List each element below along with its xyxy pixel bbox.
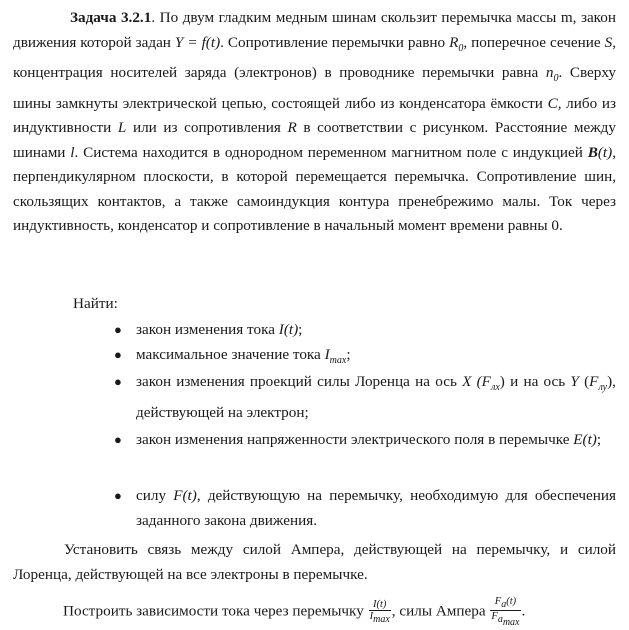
list-item: ● закон изменения проекций силы Лоренца на ось X $(F_{лх})$ и на ось Y $(F_{лу})$, действующей на электрон; [136, 370, 616, 425]
bullet-icon: ● [114, 347, 122, 362]
relation-paragraph: Установить связь между силой Ампера, действующей на перемычку, и силой Лоренца, действующей на все электроны в перемычке. [13, 541, 616, 583]
current-ratio-fraction: $\frac{I(t)}{I_{max}}$ [369, 599, 390, 626]
find-label: Найти: [73, 295, 118, 312]
bullet-icon: ● [114, 488, 122, 503]
list-item: ● закон изменения тока I(t); [136, 318, 616, 343]
bullet-icon: ● [114, 432, 122, 447]
list-item: ● силу F(t), действующую на перемычку, необходимую для обеспечения заданного закона движения. [136, 484, 616, 533]
task-title: Задача 3.2.1 [70, 9, 152, 26]
list-item: ● закон изменения напряженности электрического поля в перемычке E(t); [136, 428, 616, 453]
plot-instruction: Построить зависимости тока через перемычку $\frac{I(t)}{I_{max}}$ , силы Ампера $\frac{F_a(t)}{F_{a_{max}}}$ . [63, 596, 526, 629]
list-item: ● максимальное значение тока $I_{max}$; [136, 343, 616, 374]
bullet-icon: ● [114, 322, 122, 337]
bullet-icon: ● [114, 374, 122, 389]
task-paragraph: Задача 3.2.1. По двум гладким медным шинам скользит перемычка массы m, закон движения которой задан Y = f(t). Сопротивление перемычки равно $R_0$, поперечное сечение S, концентрация носителей заряда (электронов) в проводнике перемычки равна $n_0$. Сверху шины замкнуты электрической цепью, состоящей либо из конденсатора ёмкости C, либо из индуктивности L или из сопротивления R в соответствии с рисунком. Расстояние между шинами l. Система находится в однородном переменном магнитном поле с индукцией B(t), перпендикулярном плоскости, в которой перемещается перемычка. Сопротивление шин, скользящих контактов, а также самоиндукция контура пренебрежимо малы. Ток через индуктивность, конденсатор и сопротивление в начальный момент времени равны 0. [13, 9, 617, 235]
ampere-force-ratio-fraction: $\frac{F_a(t)}{F_{a_{max}}}$ [491, 596, 520, 629]
